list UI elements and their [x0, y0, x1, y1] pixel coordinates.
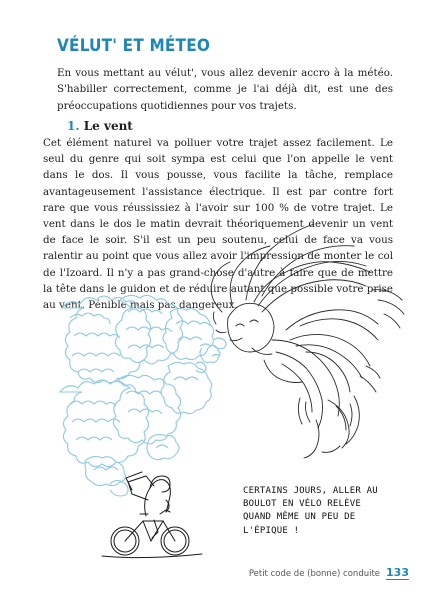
wind-god-drawing — [211, 224, 404, 458]
intro-paragraph: En vous mettant au vélut', vous allez devenir accro à la météo. S'habiller correctement, comme je l'ai déjà dit, est une des préoccupations quotidiennes pour vos trajets. — [57, 67, 393, 112]
page-footer — [249, 566, 409, 580]
caption-line: BOULOT EN VÉLO RELÈVE — [243, 499, 361, 510]
page-number: 133 — [386, 566, 409, 579]
page-title: VÉLUT' ET MÉTEO — [57, 36, 211, 56]
book-title: Petit code de (bonne) conduite — [248, 569, 381, 579]
caption-line: QUAND MÊME UN PEU DE — [243, 512, 356, 523]
comic-caption — [243, 485, 403, 538]
caption-line: CERTAINS JOURS, ALLER AU — [243, 486, 378, 496]
section-title: Le vent — [83, 119, 133, 133]
caption-line: L'ÉPIQUE ! — [243, 525, 300, 536]
wind-cloud — [60, 295, 226, 496]
section-number: 1. — [67, 119, 80, 133]
body-paragraph: Cet élément naturel va polluer votre trajet assez facilement. Le seul du genre qui soit sympa est celui que l'on appelle le vent dans le dos. Il vous pousse, vous facilite la tâche, remplace avantageusement l'assistance électrique. Il est par contre fort rare que vous réussissiez à l'avoir sur 100 % de votre trajet. Le vent dans le dos le matin devrait théoriquement devenir un vent de face le soir. S'il est un peu soutenu, celui de face va vous ralentir au point que vous allez avoir l'impression de monter le col de l'Izoard. Il n'y a pas grand-chose d'autre à faire que de mettre la tête dans le guidon et de réduire autant que possible votre prise au vent. Pénible mais pas dangereux. — [43, 137, 393, 312]
